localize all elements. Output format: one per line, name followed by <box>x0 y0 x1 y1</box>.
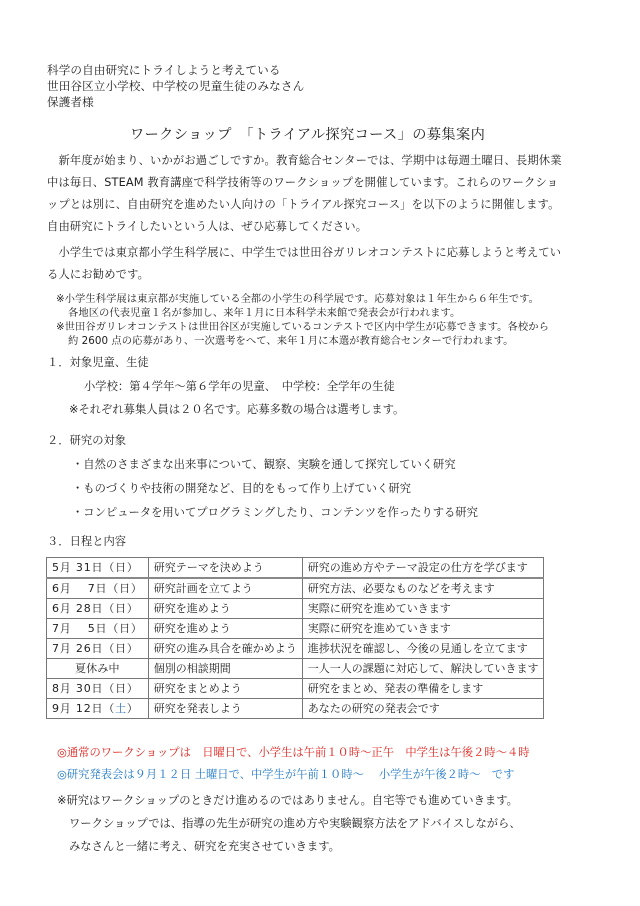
capacity-note: ※それぞれ募集人員は２０名です。応募多数の場合は選考します。 <box>69 403 405 416</box>
schedule-description: 研究をまとめ、発表の準備をします <box>302 679 544 699</box>
schedule-theme: 研究をまとめよう <box>148 679 302 699</box>
schedule-date: 6月 7日（日） <box>47 578 149 599</box>
schedule-row <box>47 659 544 679</box>
research-topic-item: ・自然のさまざまな出来事について、観察、実験を通して探究していく研究 <box>72 458 456 471</box>
schedule-row <box>47 619 544 639</box>
intro-paragraph-line: 自由研究にトライしたいという人は、ぜひ応募してください。 <box>47 220 368 233</box>
schedule-description: あなたの研究の発表会です <box>302 699 544 719</box>
eligibility-line: 小学校：第４学年～第６学年の児童、 中学校：全学年の生徒 <box>84 380 395 393</box>
schedule-description: 実際に研究を進めていきます <box>302 599 544 619</box>
note-galileo-contest: ※世田谷ガリレオコンテストは世田谷区が実施しているコンテストで区内中学生が応募できます。各校から <box>56 321 549 333</box>
schedule-theme: 研究の進み具合を確かめよう <box>148 639 302 659</box>
date-suffix: ） <box>126 702 139 715</box>
addressee-line-3: 保護者様 <box>47 95 94 109</box>
schedule-date <box>47 699 149 719</box>
schedule-theme: 研究を発表しよう <box>148 699 302 719</box>
schedule-date: 7月 5日（日） <box>47 619 149 639</box>
footer-note-line: ※研究はワークショップのときだけ進めるのではありません。自宅等でも進めていきます。 <box>57 794 518 807</box>
research-topic-item: ・ものづくりや技術の開発など、目的をもって作り上げていく研究 <box>72 482 411 495</box>
regular-workshop-notice: ◎通常のワークショップは 日曜日で、小学生は午前１０時～正午 中学生は午後２時～４時 <box>57 746 530 759</box>
schedule-date: 5月 31日（日） <box>47 558 149 579</box>
schedule-date: 7月 26日（日） <box>47 639 149 659</box>
section-2-heading: ２．研究の対象 <box>47 434 127 447</box>
research-topic-item: ・コンピュータを用いてプログラミングしたり、コンテンツを作ったりする研究 <box>72 506 478 519</box>
schedule-theme: 研究を進めよう <box>148 599 302 619</box>
schedule-description: 研究方法、必要なものなどを考えます <box>302 578 544 599</box>
schedule-date: 夏休み中 <box>47 659 149 679</box>
intro-paragraph-line: 新年度が始まり、いかがお過ごしですか。教育総合センターでは、学期中は毎週土曜日、長期休業 <box>47 154 562 167</box>
addressee-line-1: 科学の自由研究にトライしようと考えている <box>47 63 281 77</box>
intro-paragraph-line: 中は毎日、STEAM 教育講座で科学技術等のワークショップを開催しています。これらのワークショ <box>47 176 559 189</box>
schedule-row <box>47 578 544 599</box>
schedule-description: 進捗状況を確認し、今後の見通しを立てます <box>302 639 544 659</box>
schedule-row <box>47 699 544 719</box>
saturday-marker: 土 <box>115 702 127 715</box>
schedule-theme: 個別の相談期間 <box>148 659 302 679</box>
schedule-row <box>47 599 544 619</box>
note-science-fair: ※小学生科学展は東京都が実施している全都の小学生の科学展です。応募対象は１年生から６年生です。 <box>56 293 539 305</box>
document-title: ワークショップ 「トライアル探究コース」の募集案内 <box>130 127 486 143</box>
schedule-theme: 研究計画を立てよう <box>148 578 302 599</box>
schedule-description: 実際に研究を進めていきます <box>302 619 544 639</box>
schedule-row <box>47 558 544 579</box>
footer-note-line: みなさんと一緒に考え、研究を充実させていきます。 <box>69 840 340 853</box>
schedule-date: 8月 30日（日） <box>47 679 149 699</box>
schedule-date: 6月 28日（日） <box>47 599 149 619</box>
intro-paragraph-line: ップとは別に、自由研究を進めたい人向けの「トライアル探究コース」を以下のように開催します。 <box>47 198 560 211</box>
addressee-line-2: 世田谷区立小学校、中学校の児童生徒のみなさん <box>47 79 305 93</box>
schedule-theme: 研究テーマを決めよう <box>148 558 302 579</box>
schedule-theme: 研究を進めよう <box>148 619 302 639</box>
schedule-row <box>47 639 544 659</box>
recommendation-line: 小学生では東京都小学生科学展に、中学生では世田谷ガリレオコンテストに応募しようと考えてい <box>47 246 562 259</box>
schedule-description: 一人一人の課題に対応して、解決していきます <box>302 659 544 679</box>
schedule-row <box>47 679 544 699</box>
note-galileo-contest-cont: 約 2600 点の応募があり、一次選考をへて、来年１月に本選が教育総合センターで行われます。 <box>68 335 514 347</box>
note-science-fair-cont: 各地区の代表児童１名が参加し、来年１月に日本科学未来館で発表会が行われます。 <box>68 307 461 319</box>
footer-note-line: ワークショップでは、指導の先生が研究の進め方や実験観察方法をアドバイスしながら、 <box>69 817 521 830</box>
schedule-description: 研究の進め方やテーマ設定の仕方を学びます <box>302 558 544 579</box>
recommendation-line: る人にお勧めです。 <box>47 268 150 281</box>
date-prefix: 9月 12日（ <box>52 702 116 715</box>
schedule-table <box>46 557 544 719</box>
presentation-notice: ◎研究発表会は９月１２日 土曜日で、中学生が午前１０時～ 小学生が午後２時～ です <box>57 768 515 781</box>
section-1-heading: １．対象児童、生徒 <box>47 356 149 369</box>
section-3-heading: ３．日程と内容 <box>47 535 127 548</box>
